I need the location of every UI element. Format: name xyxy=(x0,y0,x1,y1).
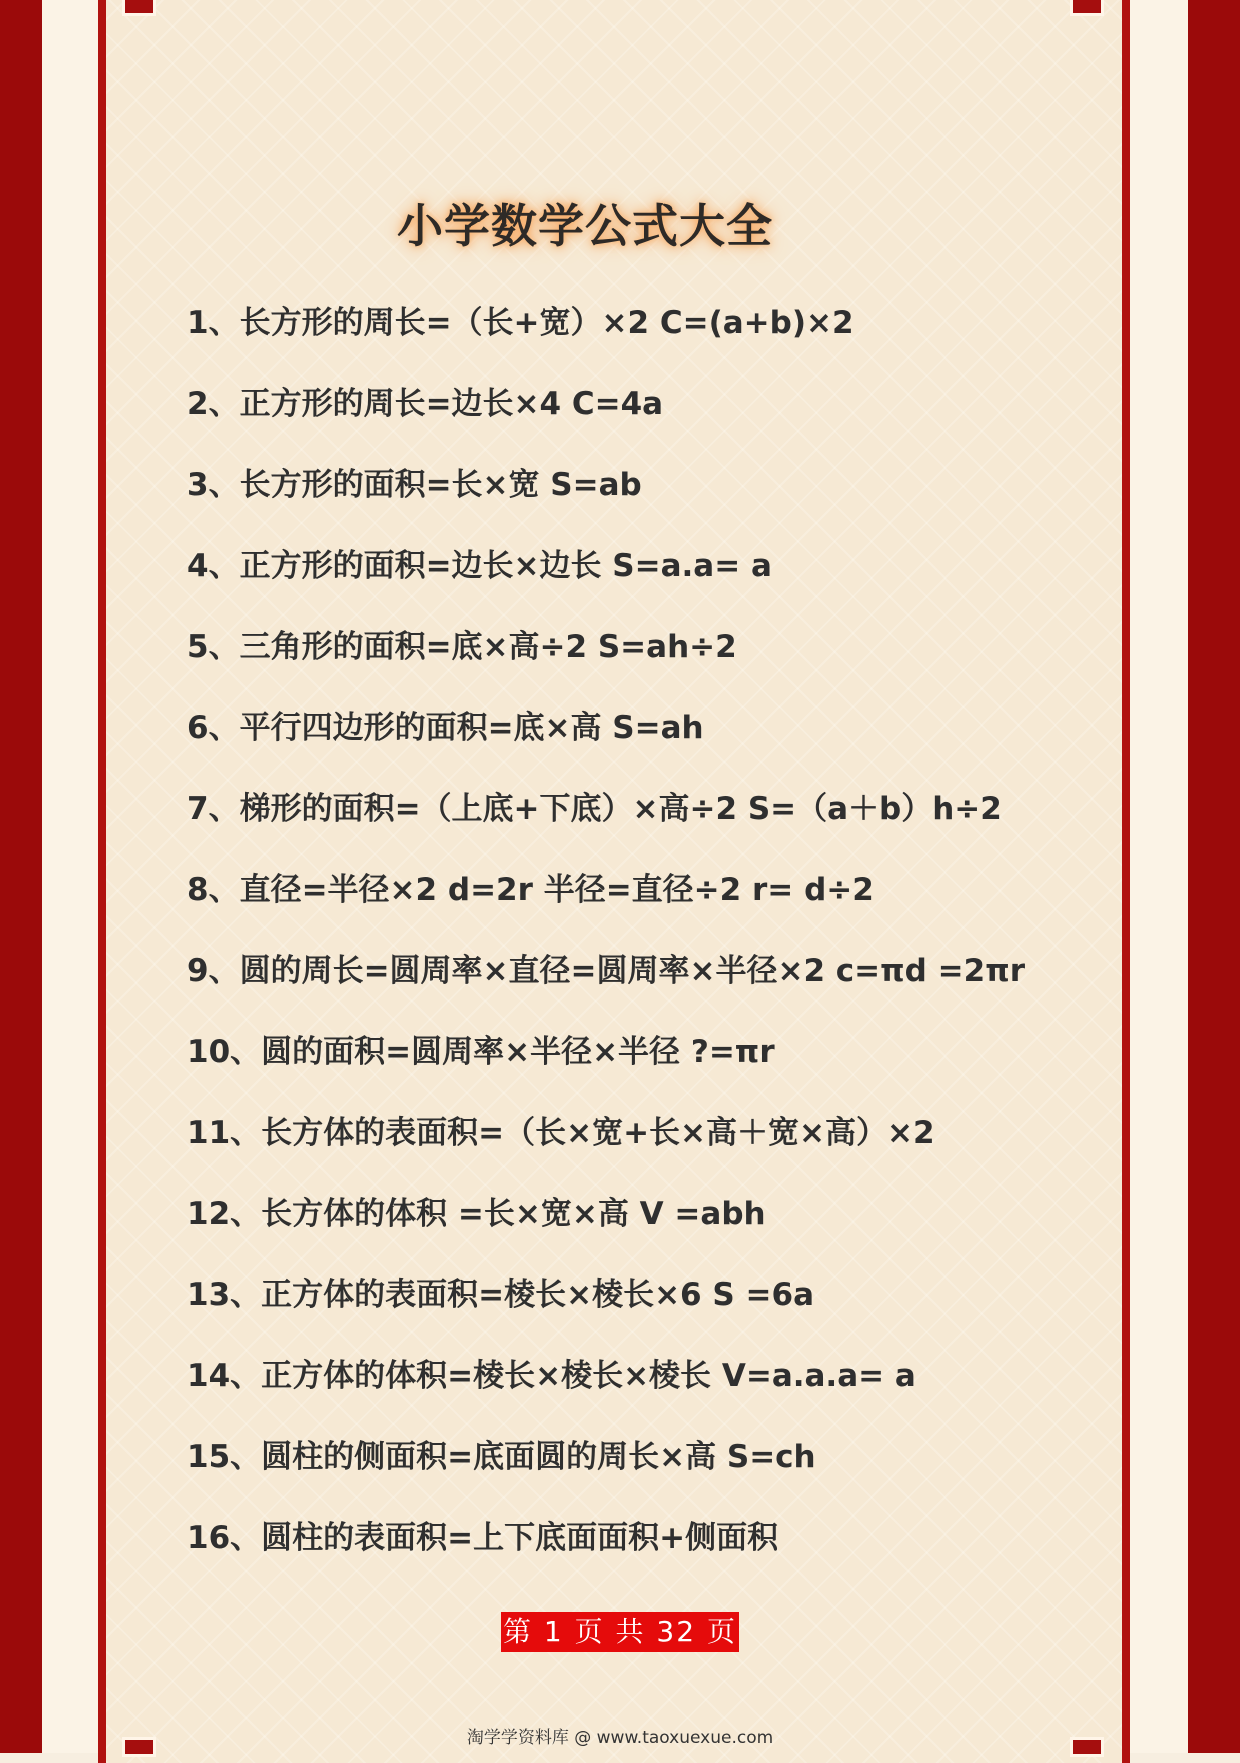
formula-item: 8、直径=半径×2 d=2r 半径=直径÷2 r= d÷2 xyxy=(187,872,874,908)
formula-item: 1、长方形的周长=（长+宽）×2 C=(a+b)×2 xyxy=(187,305,854,341)
formula-item: 12、长方体的体积 =长×宽×高 V =abh xyxy=(187,1196,766,1232)
right-cream-strip xyxy=(1130,0,1188,1753)
formula-item: 11、长方体的表面积=（长×宽+长×高＋宽×高）×2 xyxy=(187,1115,935,1151)
formula-item: 6、平行四边形的面积=底×高 S=ah xyxy=(187,710,704,746)
left-red-border xyxy=(0,0,42,1753)
formula-item: 13、正方体的表面积=棱长×棱长×6 S =6a xyxy=(187,1277,815,1313)
formula-item: 4、正方形的面积=边长×边长 S=a.a= a xyxy=(187,548,772,584)
formula-list xyxy=(187,296,1087,1592)
formula-item: 5、三角形的面积=底×高÷2 S=ah÷2 xyxy=(187,629,737,665)
page-number-badge: 第 1 页 共 32 页 xyxy=(501,1612,739,1652)
formula-item: 10、圆的面积=圆周率×半径×半径 ?=πr xyxy=(187,1034,775,1070)
left-cream-strip xyxy=(42,0,98,1753)
footer-watermark: 淘学学资料库 @ www.taoxuexue.com xyxy=(466,1728,774,1748)
formula-item: 7、梯形的面积=（上底+下底）×高÷2 S=（a＋b）h÷2 xyxy=(187,791,1002,827)
formula-item: 2、正方形的周长=边长×4 C=4a xyxy=(187,386,664,422)
formula-item: 16、圆柱的表面积=上下底面面积+侧面积 xyxy=(187,1520,779,1556)
right-red-border xyxy=(1188,0,1240,1753)
formula-item: 15、圆柱的侧面积=底面圆的周长×高 S=ch xyxy=(187,1439,816,1475)
corner-ornament-top-right xyxy=(1070,0,1104,16)
page-title: 小学数学公式大全 xyxy=(397,199,773,253)
corner-ornament-top-left xyxy=(122,0,156,16)
formula-item: 3、长方形的面积=长×宽 S=ab xyxy=(187,467,642,503)
formula-item: 14、正方体的体积=棱长×棱长×棱长 V=a.a.a= a xyxy=(187,1358,916,1394)
formula-item: 9、圆的周长=圆周率×直径=圆周率×半径×2 c=πd =2πr xyxy=(187,953,1026,989)
